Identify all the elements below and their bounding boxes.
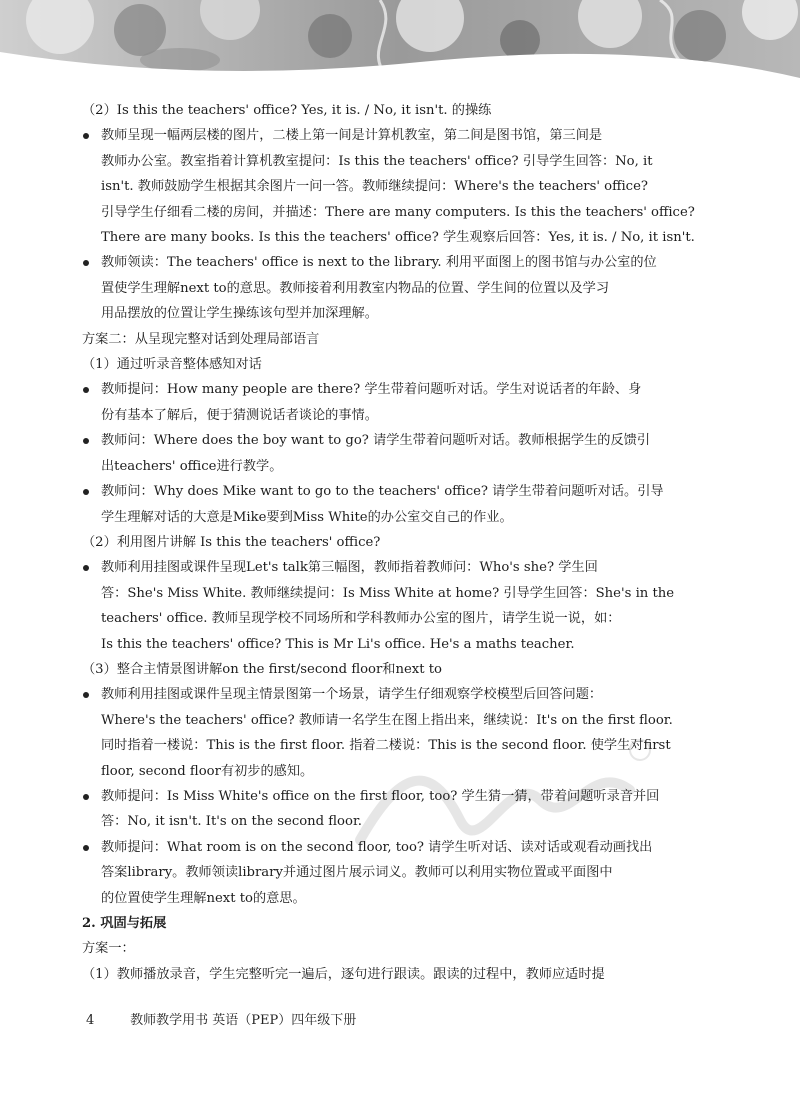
page-number: 4 xyxy=(86,1013,95,1028)
bullet-dot-icon xyxy=(83,133,89,139)
text-line: 引导学生仔细看二楼的房间，并描述：There are many computers. Is this the teachers' office? xyxy=(101,204,695,220)
text-line: 教师领读：The teachers' office is next to the library. 利用平面图上的图书馆与办公室的位 xyxy=(101,255,657,271)
text-line: teachers' office. 教师呈现学校不同场所和学科教师办公室的图片，请学生说一说，如： xyxy=(101,611,621,627)
floral-banner-image xyxy=(0,0,800,92)
text-line: 教师呈现一幅两层楼的图片，二楼上第一间是计算机教室，第二间是图书馆，第三间是 xyxy=(101,128,603,144)
bullet-dot-icon xyxy=(83,845,89,851)
text-line: 学生理解对话的大意是Mike要到Miss White的办公室交自己的作业。 xyxy=(101,509,513,525)
bullet-paragraph xyxy=(82,250,722,326)
text-line: 教师问：Why does Mike want to go to the teachers' office? 请学生带着问题听对话。引导 xyxy=(101,484,664,500)
text-line: 答：No, it isn't. It's on the second floor. xyxy=(101,814,362,830)
bullet-paragraph xyxy=(82,123,722,250)
text-line: 同时指着一楼说：This is the first floor. 指着二楼说：This is the second floor. 使学生对first xyxy=(101,738,671,754)
text-line: isn't. 教师鼓励学生根据其余图片一问一答。教师继续提问：Where's the teachers' office? xyxy=(101,179,648,195)
text-line: 方案二：从呈现完整对话到处理局部语言 xyxy=(82,331,320,347)
text-line: （1）通过听录音整体感知对话 xyxy=(82,357,262,373)
text-line: 教师利用挂图或课件呈现主情景图第一个场景，请学生仔细观察学校模型后回答问题： xyxy=(101,687,603,703)
text-line: 答案library。教师领读library并通过图片展示词义。教师可以利用实物位置或平面图中 xyxy=(101,865,613,881)
section-heading xyxy=(82,911,722,936)
text-line: （3）整合主情景图讲解on the first/second floor和next to xyxy=(82,661,442,677)
section-heading xyxy=(82,530,722,555)
text-line: 的位置使学生理解next to的意思。 xyxy=(101,890,306,906)
text-line: （1）教师播放录音，学生完整听完一遍后，逐句进行跟读。跟读的过程中，教师应适时提 xyxy=(82,966,605,982)
text-line: There are many books. Is this the teachers' office? 学生观察后回答：Yes, it is. / No, it isn't. xyxy=(101,230,695,246)
bullet-paragraph xyxy=(82,428,722,479)
text-line: 教师提问：How many people are there? 学生带着问题听对话。学生对说话者的年龄、身 xyxy=(101,382,642,398)
publisher-seal-watermark xyxy=(340,730,660,880)
text-line: 方案一： xyxy=(82,941,135,957)
text-line: Is this the teachers' office? This is Mr Li's office. He's a maths teacher. xyxy=(101,636,575,652)
text-line: floor, second floor有初步的感知。 xyxy=(101,763,314,779)
text-line: 教师提问：Is Miss White's office on the first floor, too? 学生猜一猜，带着问题听录音并回 xyxy=(101,788,660,804)
text-line: （2）利用图片讲解 Is this the teachers' office? xyxy=(82,534,381,550)
text-line: 教师办公室。教室指着计算机教室提问：Is this the teachers' office? 引导学生回答：No, it xyxy=(101,153,653,169)
section-heading xyxy=(82,657,722,682)
bullet-dot-icon xyxy=(83,794,89,800)
bullet-dot-icon xyxy=(83,438,89,444)
text-line: 出teachers' office进行教学。 xyxy=(101,458,283,474)
text-line: Where's the teachers' office? 教师请一名学生在图上指出来，继续说：It's on the first floor. xyxy=(101,712,673,728)
bullet-dot-icon xyxy=(83,387,89,393)
decorative-header-banner xyxy=(0,0,800,92)
bullet-paragraph xyxy=(82,555,722,657)
section-heading xyxy=(82,352,722,377)
bullet-dot-icon xyxy=(83,692,89,698)
bullet-paragraph xyxy=(82,479,722,530)
bullet-paragraph xyxy=(82,377,722,428)
section-heading xyxy=(82,936,722,961)
page-footer xyxy=(86,1009,356,1028)
text-line: 用品摆放的位置让学生操练该句型并加深理解。 xyxy=(101,306,378,322)
text-line: 教师利用挂图或课件呈现Let's talk第三幅图，教师指着教师问：Who's she? 学生回 xyxy=(101,560,598,576)
text-line: 答：She's Miss White. 教师继续提问：Is Miss White at home? 引导学生回答：She's in the xyxy=(101,585,675,601)
text-line: 教师提问：What room is on the second floor, too? 请学生听对话、读对话或观看动画找出 xyxy=(101,839,653,855)
bullet-dot-icon xyxy=(83,260,89,266)
text-line: 置使学生理解next to的意思。教师接着利用教室内物品的位置、学生间的位置以及学习 xyxy=(101,280,610,296)
section-heading xyxy=(82,962,722,987)
section-heading xyxy=(82,327,722,352)
book-title: 教师教学用书 英语（PEP）四年级下册 xyxy=(130,1013,357,1028)
text-line: 份有基本了解后，便于猜测说话者谈论的事情。 xyxy=(101,407,378,423)
bullet-dot-icon xyxy=(83,565,89,571)
text-line: 2. 巩固与拓展 xyxy=(82,916,167,931)
section-heading xyxy=(82,98,722,123)
text-line: 教师问：Where does the boy want to go? 请学生带着问题听对话。教师根据学生的反馈引 xyxy=(101,433,651,449)
bullet-dot-icon xyxy=(83,489,89,495)
text-line: （2）Is this the teachers' office? Yes, it is. / No, it isn't. 的操练 xyxy=(82,103,492,118)
